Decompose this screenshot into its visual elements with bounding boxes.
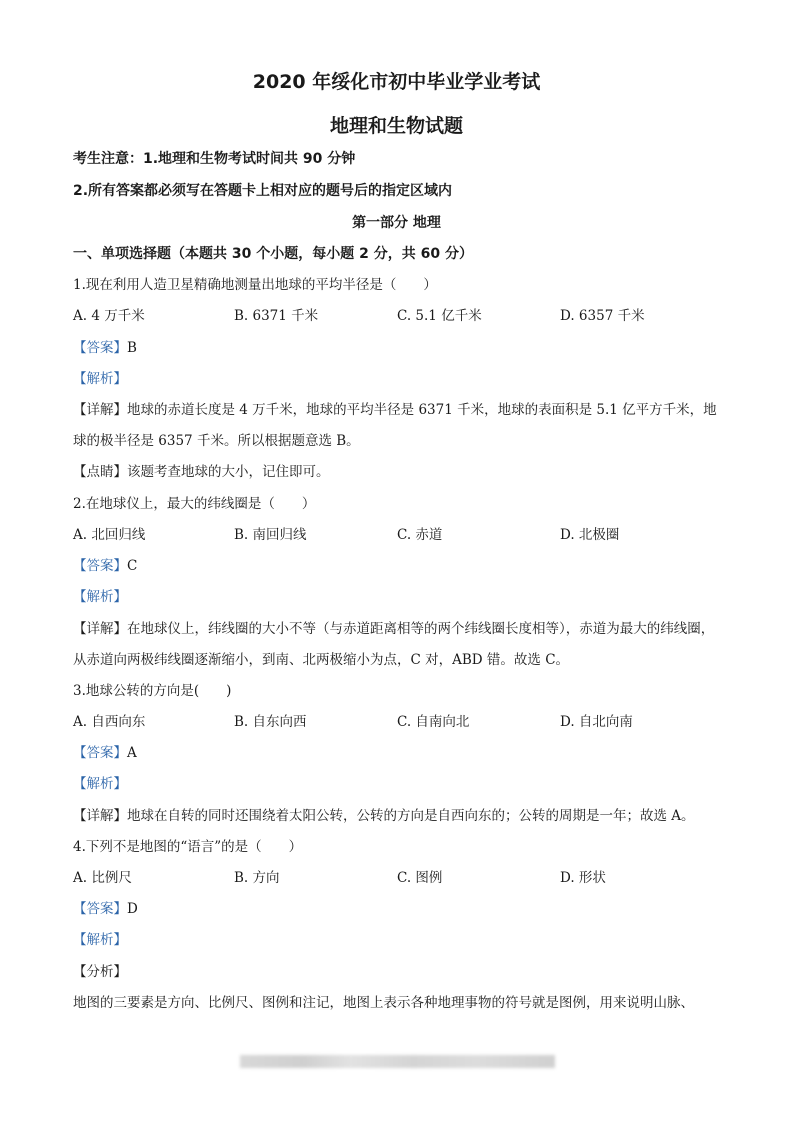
q1-option-a: A. 4 万千米 <box>73 308 145 324</box>
q2-option-b: B. 南回归线 <box>234 527 307 543</box>
comment-label: 【点睛】 <box>73 464 127 480</box>
q1-detail-text-1: 地球的赤道长度是 4 万千米，地球的平均半径是 6371 千米，地球的表面积是 5.1 亿平方千米，地 <box>127 402 717 418</box>
q3-detail-line-1 <box>73 807 733 825</box>
exam-subtitle: 地理和生物试题 <box>329 115 463 137</box>
notice-line-2: 2.所有答案都必须写在答题卡上相对应的题号后的指定区域内 <box>73 183 453 199</box>
detail-label: 【详解】 <box>73 621 127 637</box>
q1-option-b: B. 6371 千米 <box>234 308 319 324</box>
q4-fenxi-label: 【分析】 <box>73 964 127 980</box>
q2-option-a: A. 北回归线 <box>73 527 146 543</box>
q1-answer-value: B <box>127 340 137 356</box>
section-title: 一、单项选择题（本题共 30 个小题，每小题 2 分，共 60 分） <box>73 246 473 262</box>
q4-option-a: A. 比例尺 <box>73 870 132 886</box>
q2-detail-text-1: 在地球仪上，纬线圈的大小不等（与赤道距离相等的两个纬线圈长度相等），赤道为最大的纬线圈， <box>127 621 715 637</box>
q1-option-c: C. 5.1 亿千米 <box>397 308 482 324</box>
q4-option-c: C. 图例 <box>397 870 443 886</box>
q1-comment-text: 该题考查地球的大小，记住即可。 <box>127 464 330 480</box>
answer-label: 【答案】 <box>73 340 127 356</box>
q1-analysis-label: 【解析】 <box>73 371 127 387</box>
q2-answer-value: C <box>127 558 138 574</box>
q2-stem: 2.在地球仪上，最大的纬线圈是（ ） <box>73 496 316 512</box>
q3-detail-text-1: 地球在自转的同时还围绕着太阳公转，公转的方向是自西向东的；公转的周期是一年；故选 A。 <box>127 808 695 824</box>
q2-detail-line-1 <box>73 620 733 638</box>
q4-analysis-label: 【解析】 <box>73 932 127 948</box>
q2-detail-line-2: 从赤道向两极纬线圈逐渐缩小，到南、北两极缩小为点，C 对，ABD 错。故选 C。 <box>73 652 570 668</box>
q2-answer <box>73 557 733 575</box>
exam-title: 2020 年绥化市初中毕业学业考试 <box>252 71 541 93</box>
q4-answer-value: D <box>127 901 138 917</box>
answer-label: 【答案】 <box>73 745 127 761</box>
q4-stem: 4.下列不是地图的“语言”的是（ ） <box>73 839 303 855</box>
q1-comment <box>73 463 733 481</box>
q1-stem: 1.现在利用人造卫星精确地测量出地球的平均半径是（ ） <box>73 277 437 293</box>
q3-option-c: C. 自南向北 <box>397 714 470 730</box>
q3-stem: 3.地球公转的方向是( ) <box>73 683 232 699</box>
q3-option-b: B. 自东向西 <box>234 714 307 730</box>
answer-label: 【答案】 <box>73 558 127 574</box>
q2-option-d: D. 北极圈 <box>560 527 620 543</box>
blurred-watermark <box>240 1055 555 1068</box>
q3-option-d: D. 自北向南 <box>560 714 633 730</box>
q4-answer <box>73 900 733 918</box>
q4-option-d: D. 形状 <box>560 870 606 886</box>
notice-line-1: 考生注意：1.地理和生物考试时间共 90 分钟 <box>73 151 356 167</box>
q1-detail-line-1 <box>73 401 733 419</box>
answer-label: 【答案】 <box>73 901 127 917</box>
q1-detail-line-2: 球的极半径是 6357 千米。所以根据题意选 B。 <box>73 433 360 449</box>
q3-answer <box>73 744 733 762</box>
part-title: 第一部分 地理 <box>352 215 441 231</box>
detail-label: 【详解】 <box>73 808 127 824</box>
q2-option-c: C. 赤道 <box>397 527 443 543</box>
q1-answer <box>73 339 733 357</box>
q4-option-b: B. 方向 <box>234 870 280 886</box>
q3-analysis-label: 【解析】 <box>73 776 127 792</box>
q1-option-d: D. 6357 千米 <box>560 308 645 324</box>
q2-analysis-label: 【解析】 <box>73 589 127 605</box>
q4-fenxi-line-1: 地图的三要素是方向、比例尺、图例和注记，地图上表示各种地理事物的符号就是图例，用来说明山脉、 <box>73 995 694 1011</box>
q3-option-a: A. 自西向东 <box>73 714 146 730</box>
detail-label: 【详解】 <box>73 402 127 418</box>
q3-answer-value: A <box>127 745 137 761</box>
